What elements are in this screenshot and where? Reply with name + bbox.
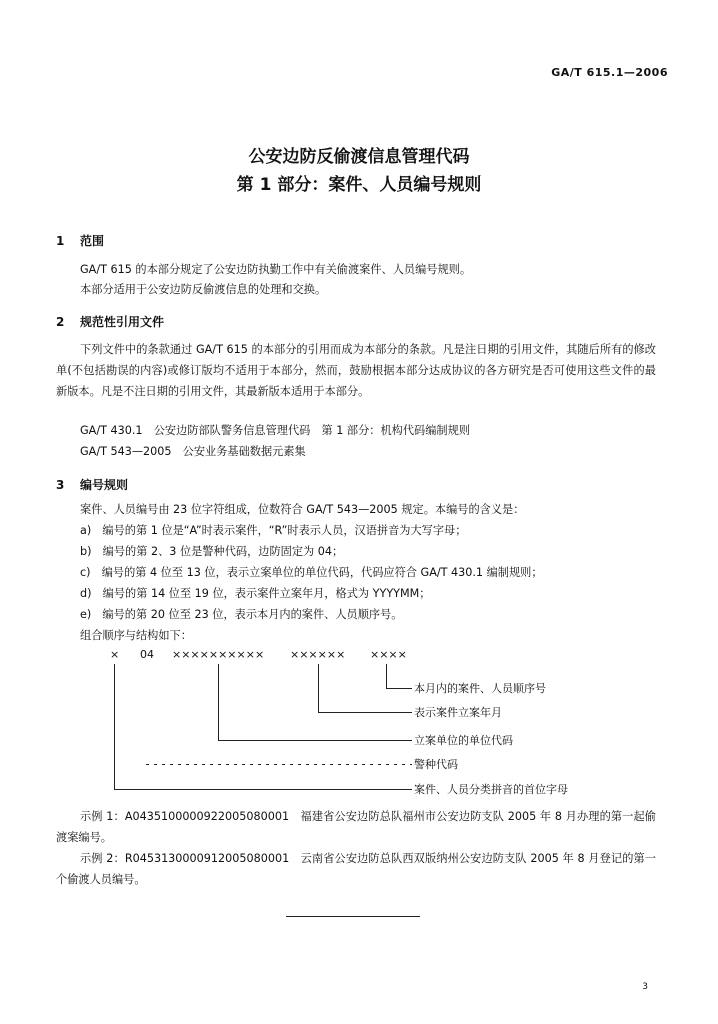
segment-category-letter: ×	[110, 648, 120, 661]
document-title: 公安边防反偷渡信息管理代码	[248, 147, 470, 167]
rule-item-a: a) 编号的第 1 位是“A”时表示案件，“R”时表示人员，汉语拼音为大写字母；	[80, 524, 467, 537]
example-2: 示例 2：R0453130000912005080001 云南省公安边防总队西双版纳州公安边防支队 2005 年 8 月登记的第一个偷渡人员编号。	[56, 852, 656, 886]
section-3-title: 编号规则	[80, 478, 129, 492]
connector-sequence-vertical	[386, 664, 387, 688]
section-1-heading	[56, 232, 104, 249]
section-1-para-2: 本部分适用于公安边防反偷渡信息的处理和交换。	[80, 283, 327, 296]
rule-item-e: e) 编号的第 20 位至 23 位，表示本月内的案件、人员顺序号。	[80, 608, 403, 621]
reference-2: GA/T 543—2005 公安业务基础数据元素集	[80, 445, 306, 458]
segment-police-code: 04	[140, 648, 154, 661]
section-2-title: 规范性引用文件	[80, 315, 165, 329]
connector-unit-vertical	[218, 664, 219, 740]
reference-1: GA/T 430.1 公安边防部队警务信息管理代码 第 1 部分：机构代码编制规则	[80, 424, 470, 437]
standard-code: GA/T 615.1—2006	[551, 66, 668, 79]
section-2-heading	[56, 313, 164, 330]
segment-unit-code: ××××××××××	[172, 648, 265, 661]
section-3-heading	[56, 476, 128, 493]
section-1-number: 1	[56, 234, 65, 248]
connector-unit-horizontal	[218, 740, 412, 741]
page-number: 3	[642, 982, 648, 992]
rule-item-b: b) 编号的第 2、3 位是警种代码，边防固定为 04；	[80, 545, 344, 558]
section-1-title: 范围	[80, 234, 105, 248]
end-rule	[286, 916, 420, 917]
label-police-code: 警种代码	[414, 758, 458, 771]
label-category-letter: 案件、人员分类拼音的首位字母	[414, 783, 568, 796]
structure-label: 组合顺序与结构如下：	[80, 629, 192, 642]
section-2-paragraph: 下列文件中的条款通过 GA/T 615 的本部分的引用而成为本部分的条款。凡是注日期的引用文件，其随后所有的修改单(不包括勘误的内容)或修订版均不适用于本部分，然而，鼓励根据本部分达成协议的各方研究是否可使用这些文件的最新版本。凡是不注日期的引用文件，其最新版本适用于本部分。	[56, 343, 656, 398]
connector-sequence-horizontal	[386, 688, 412, 689]
label-unit-code: 立案单位的单位代码	[414, 734, 513, 747]
connector-category-horizontal	[114, 789, 412, 790]
segment-year-month: ××××××	[290, 648, 346, 661]
section-3-intro: 案件、人员编号由 23 位字符组成，位数符合 GA/T 543—2005 规定。本编号的含义是：	[80, 503, 525, 516]
document-subtitle: 第 1 部分：案件、人员编号规则	[236, 175, 482, 195]
section-3-number: 3	[56, 478, 65, 492]
connector-yearmonth-vertical	[318, 664, 319, 712]
rule-item-c: c) 编号的第 4 位至 13 位，表示立案单位的单位代码，代码应符合 GA/T 430.1 编制规则；	[80, 566, 543, 579]
connector-yearmonth-horizontal	[318, 712, 412, 713]
connector-police-horizontal	[146, 764, 412, 765]
label-sequence: 本月内的案件、人员顺序号	[414, 682, 546, 695]
example-1: 示例 1：A0435100000922005080001 福建省公安边防总队福州市公安边防支队 2005 年 8 月办理的第一起偷渡案编号。	[56, 810, 656, 844]
label-year-month: 表示案件立案年月	[414, 706, 502, 719]
section-2-number: 2	[56, 315, 65, 329]
connector-category-vertical	[114, 664, 115, 789]
section-1-para-1: GA/T 615 的本部分规定了公安边防执勤工作中有关偷渡案件、人员编号规则。	[80, 263, 472, 276]
rule-item-d: d) 编号的第 14 位至 19 位，表示案件立案年月，格式为 YYYYMM；	[80, 587, 431, 600]
segment-sequence: ××××	[370, 648, 407, 661]
